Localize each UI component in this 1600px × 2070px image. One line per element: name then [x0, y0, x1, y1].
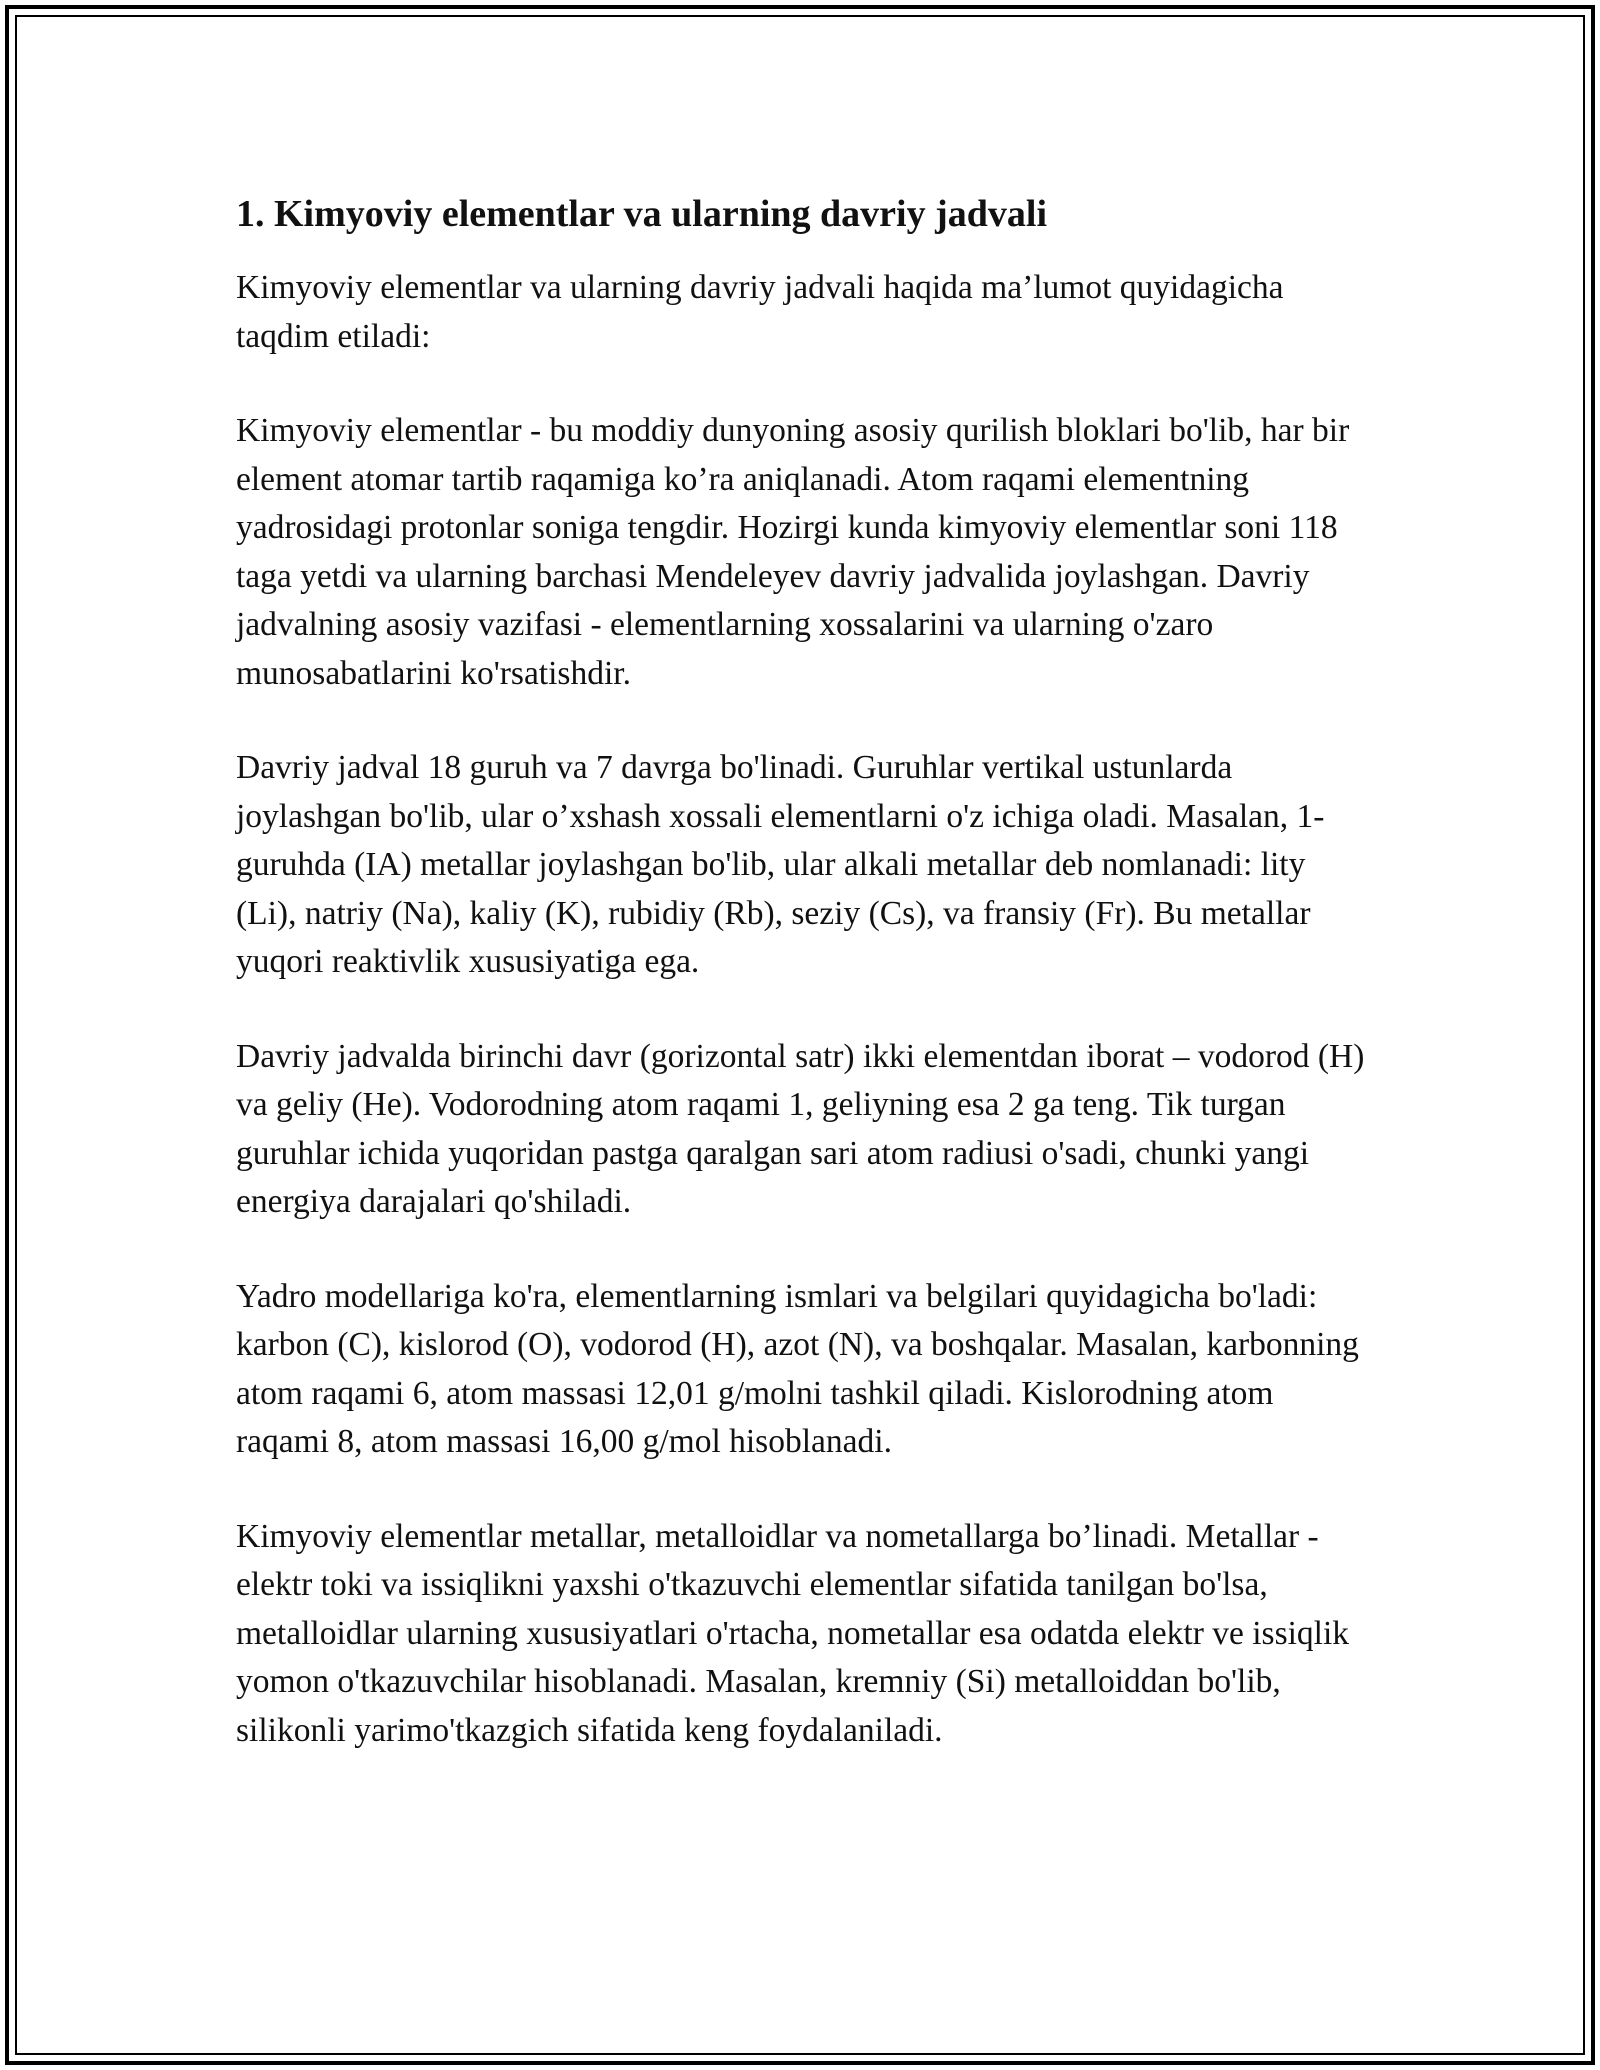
paragraph-intro: Kimyoviy elementlar va ularning davriy jadvali haqida ma’lumot quyidagicha taqdim etiladi: [236, 269, 1284, 355]
document-body [236, 186, 1366, 1801]
paragraph-first-period: Davriy jadvalda birinchi davr (gorizontal satr) ikki elementdan iborat – vodorod (H) va geliy (He). Vodorodning atom raqami 1, geliyning esa 2 ga teng. Tik turgan guruhlar ichida yuqoridan pastga qaralgan sari atom radiusi o'sadi, chunki yangi energiya darajalari qo'shiladi. [236, 1037, 1365, 1220]
document-title: 1. Kimyoviy elementlar va ularning davriy jadvali [236, 193, 1048, 235]
paragraph-metals-classification: Kimyoviy elementlar metallar, metalloidlar va nometallarga bo’linadi. Metallar - elektr toki va issiqlikni yaxshi o'tkazuvchi elementlar sifatida tanilgan bo'lsa, metalloidlar ularning xususiyatlari o'rtacha, nometallar esa odatda elektr ve issiqlik yomon o'tkazuvchilar hisoblanadi. Masalan, kremniy (Si) metalloiddan bo'lib, silikonli yarimo'tkazgich sifatida keng foydalaniladi. [236, 1517, 1350, 1749]
paragraph-element-symbols: Yadro modellariga ko'ra, elementlarning ismlari va belgilari quyidagicha bo'ladi: karbon (C), kislorod (O), vodorod (H), azot (N), va boshqalar. Masalan, karbonning atom raqami 6, atom massasi 12,01 g/molni tashkil qiladi. Kislorodning atom raqami 8, atom massasi 16,00 g/mol hisoblanadi. [236, 1277, 1359, 1460]
paragraph-groups-periods: Davriy jadval 18 guruh va 7 davrga bo'linadi. Guruhlar vertikal ustunlarda joylashgan bo'lib, ular o’xshash xossali elementlarni o'z ichiga oladi. Masalan, 1-guruhda (IA) metallar joylashgan bo'lib, ular alkali metallar deb nomlanadi: lity (Li), natriy (Na), kaliy (K), rubidiy (Rb), seziy (Cs), va fransiy (Fr). Bu metallar yuqori reaktivlik xususiyatiga ega. [236, 749, 1325, 980]
paragraph-elements-definition: Kimyoviy elementlar - bu moddiy dunyoning asosiy qurilish bloklari bo'lib, har bir element atomar tartib raqamiga ko’ra aniqlanadi. Atom raqami elementning yadrosidagi protonlar soniga tengdir. Hozirgi kunda kimyoviy elementlar soni 118 taga yetdi va ularning barchasi Mendeleyev davriy jadvalida joylashgan. Davriy jadvalning asosiy vazifasi - elementlarning xossalarini va ularning o'zaro munosabatlarini ko'rsatishdir. [236, 412, 1350, 692]
